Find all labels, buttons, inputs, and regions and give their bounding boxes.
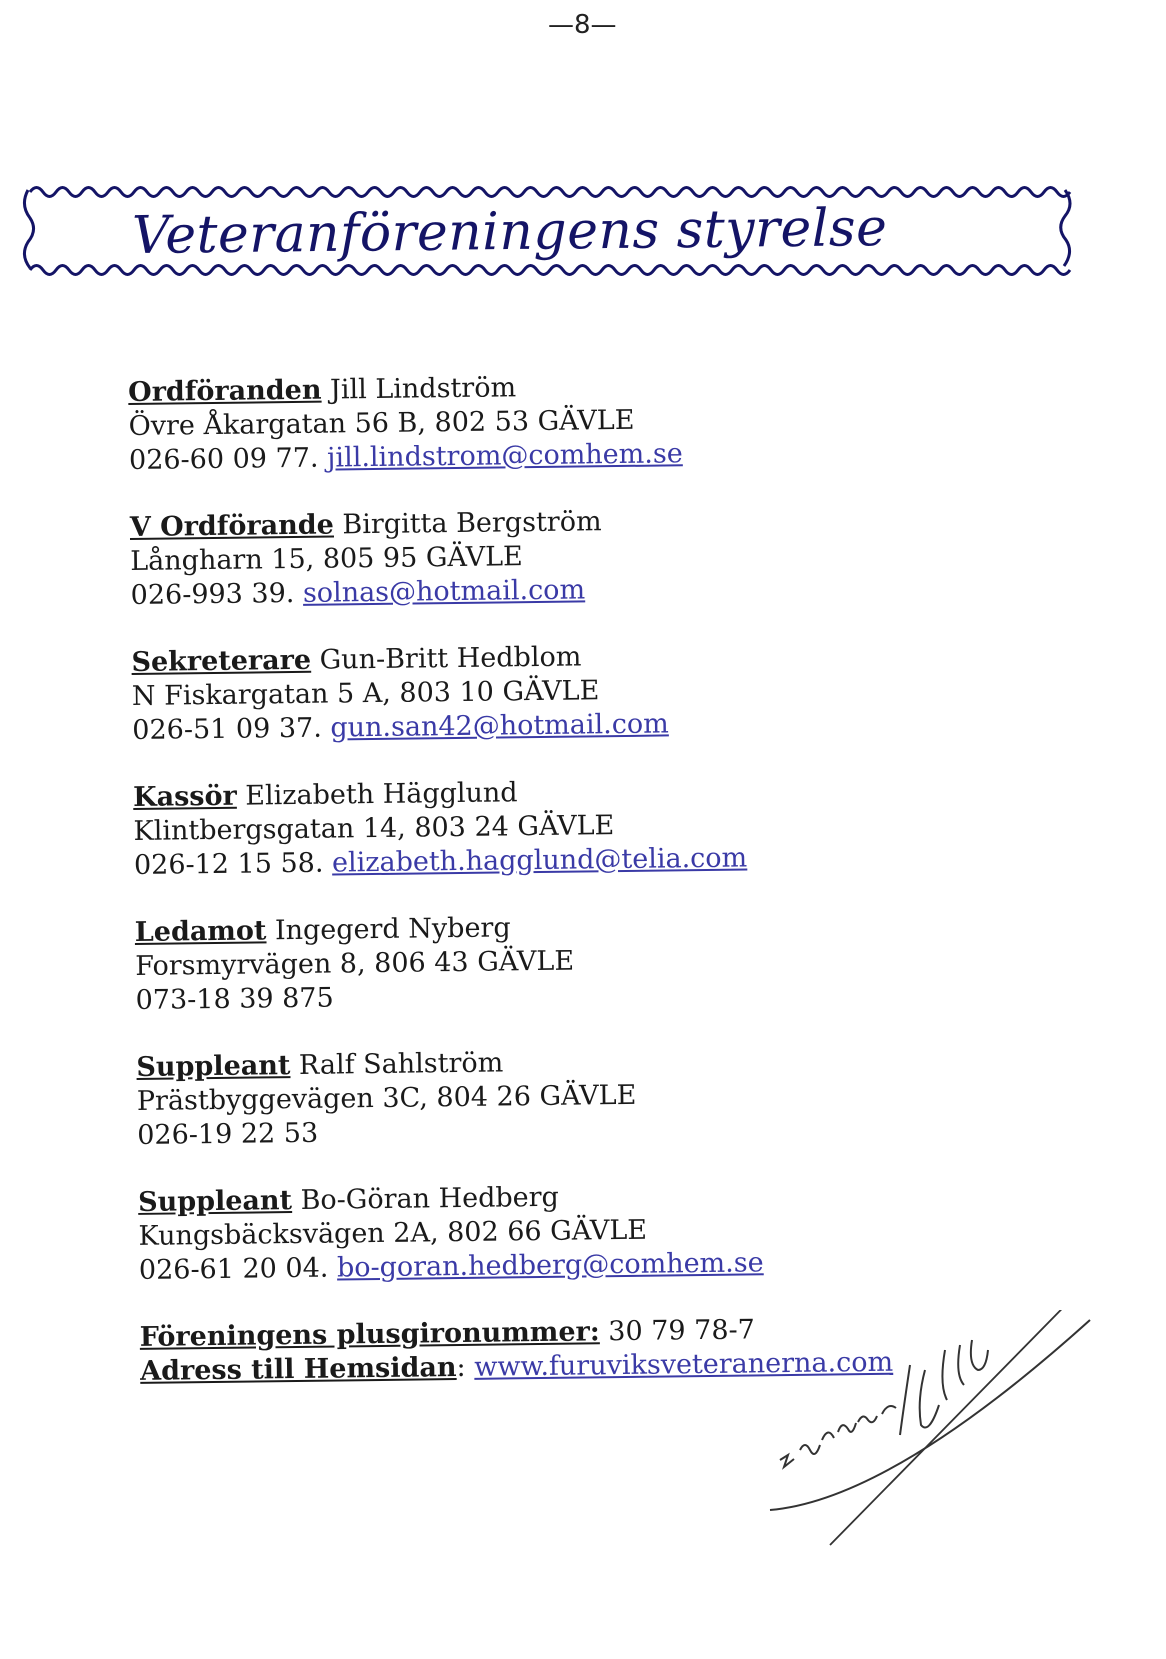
member-address: Forsmyrvägen 8, 806 43 GÄVLE: [135, 945, 575, 982]
board-member: [133, 771, 954, 883]
member-name: Bo-Göran Hedberg: [291, 1181, 560, 1217]
member-address: Prästbyggevägen 3C, 804 26 GÄVLE: [136, 1079, 637, 1117]
plusgiro-label: Föreningens plusgironummer:: [139, 1316, 600, 1353]
member-name: Jill Lindström: [321, 372, 517, 406]
member-role: Ordföranden: [128, 374, 322, 408]
page-number: —8—: [548, 10, 617, 40]
title-banner: [20, 180, 1140, 310]
member-phone: 026-51 09 37.: [132, 712, 331, 746]
member-email-link[interactable]: gun.san42@hotmail.com: [330, 708, 669, 744]
member-role: Ledamot: [134, 915, 267, 948]
board-member: [130, 501, 951, 613]
member-phone: 073-18 39 875: [135, 982, 334, 1016]
member-name: Birgitta Bergström: [333, 506, 602, 541]
member-name: Gun-Britt Hedblom: [310, 641, 582, 676]
member-email-link[interactable]: solnas@hotmail.com: [302, 574, 586, 609]
member-address: Klintbergsgatan 14, 803 24 GÄVLE: [133, 810, 615, 847]
website-link[interactable]: www.furuviksveteranerna.com: [474, 1346, 894, 1383]
board-member: [138, 1176, 959, 1288]
member-address: N Fiskargatan 5 A, 803 10 GÄVLE: [131, 675, 600, 712]
member-phone: 026-19 22 53: [137, 1117, 319, 1151]
member-address: Övre Åkargatan 56 B, 802 53 GÄVLE: [128, 404, 635, 442]
website-separator: :: [456, 1351, 475, 1384]
page-title: Veteranföreningens styrelse: [131, 198, 888, 266]
member-phone: 026-60 09 77.: [128, 442, 328, 476]
plusgiro-value: 30 79 78-7: [599, 1314, 756, 1348]
member-name: Elizabeth Hägglund: [236, 777, 518, 812]
member-phone: 026-12 15 58.: [133, 847, 333, 881]
member-role: Kassör: [132, 780, 237, 813]
board-list: [128, 366, 960, 1389]
member-name: Ingegerd Nyberg: [266, 912, 511, 947]
board-member: [128, 366, 949, 478]
member-role: V Ordförande: [129, 509, 335, 543]
member-email-link[interactable]: bo-goran.hedberg@comhem.se: [336, 1247, 764, 1284]
signature: [760, 1310, 1160, 1610]
member-email-link[interactable]: jill.lindstrom@comhem.se: [326, 438, 683, 474]
website-label: Adress till Hemsidan: [139, 1352, 457, 1387]
board-member: [135, 906, 956, 1018]
member-phone: 026-61 20 04.: [138, 1252, 338, 1286]
member-role: Suppleant: [137, 1185, 293, 1218]
member-address: Kungsbäcksvägen 2A, 802 66 GÄVLE: [138, 1214, 648, 1252]
member-role: Sekreterare: [131, 644, 312, 678]
member-role: Suppleant: [136, 1050, 291, 1083]
board-member: [136, 1041, 957, 1153]
board-member: [131, 636, 952, 748]
member-phone: 026-993 39.: [130, 577, 304, 611]
member-address: Långharn 15, 805 95 GÄVLE: [130, 541, 523, 577]
member-email-link[interactable]: elizabeth.hagglund@telia.com: [331, 842, 748, 879]
member-name: Ralf Sahlström: [290, 1047, 504, 1082]
